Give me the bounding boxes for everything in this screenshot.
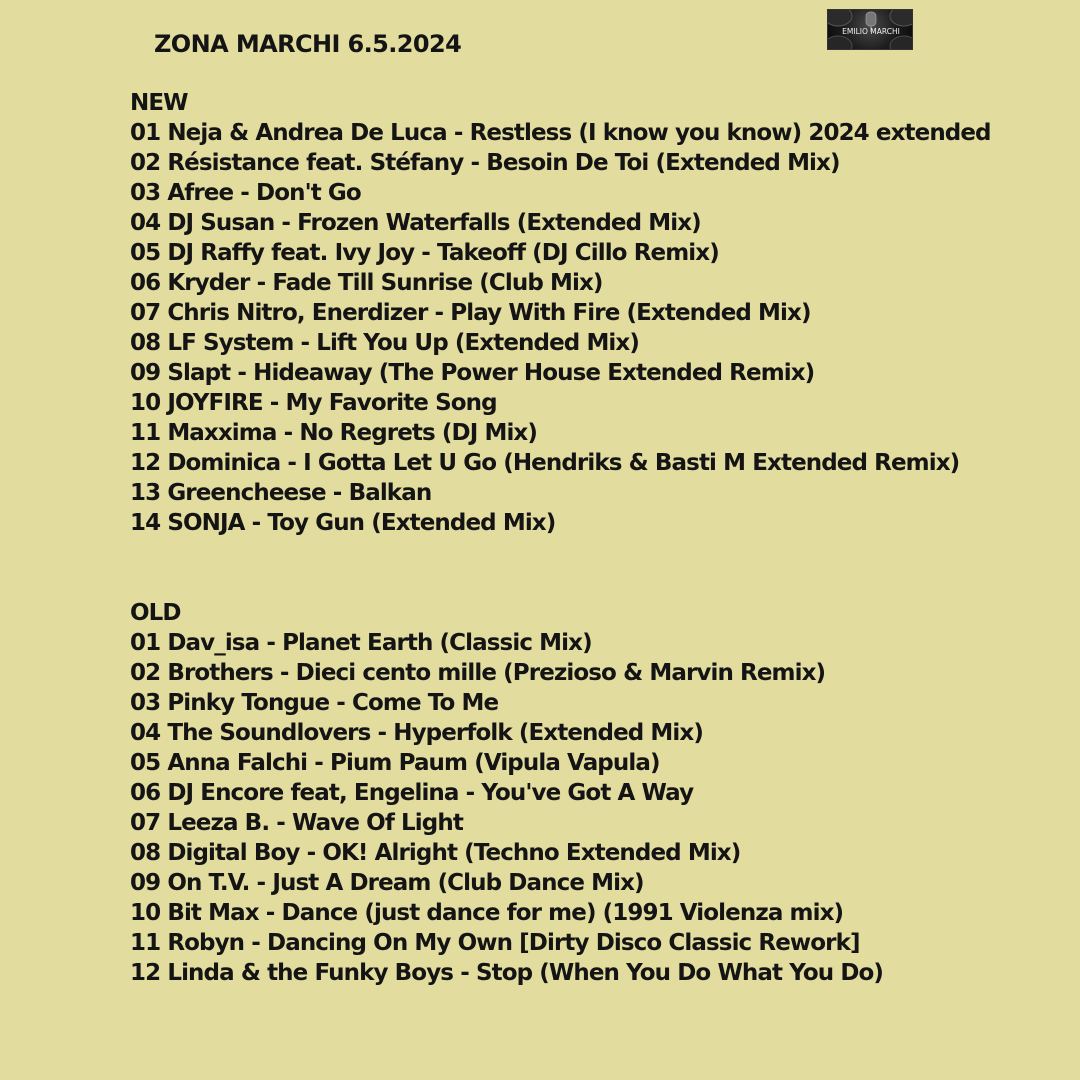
track-item: 01 Neja & Andrea De Luca - Restless (I know you know) 2024 extended [130, 120, 991, 146]
section-heading-new: NEW [130, 90, 188, 116]
track-item: 04 The Soundlovers - Hyperfolk (Extended Mix) [130, 720, 703, 746]
old-tracks-section [130, 598, 1030, 988]
track-item: 05 Anna Falchi - Pium Paum (Vipula Vapula) [130, 750, 660, 776]
section-heading-old: OLD [130, 600, 181, 626]
new-tracks-section [130, 88, 1030, 538]
track-item: 11 Robyn - Dancing On My Own [Dirty Disco Classic Rework] [130, 930, 860, 956]
track-item: 07 Chris Nitro, Enerdizer - Play With Fire (Extended Mix) [130, 300, 811, 326]
track-item: 10 Bit Max - Dance (just dance for me) (1991 Violenza mix) [130, 900, 844, 926]
track-item: 12 Dominica - I Gotta Let U Go (Hendriks & Basti M Extended Remix) [130, 450, 960, 476]
track-item: 12 Linda & the Funky Boys - Stop (When You Do What You Do) [130, 960, 884, 986]
track-item: 13 Greencheese - Balkan [130, 480, 432, 506]
track-item: 11 Maxxima - No Regrets (DJ Mix) [130, 420, 537, 446]
track-item: 10 JOYFIRE - My Favorite Song [130, 390, 497, 416]
track-item: 02 Brothers - Dieci cento mille (Prezioso & Marvin Remix) [130, 660, 826, 686]
track-item: 03 Afree - Don't Go [130, 180, 361, 206]
track-item: 07 Leeza B. - Wave Of Light [130, 810, 463, 836]
track-item: 05 DJ Raffy feat. Ivy Joy - Takeoff (DJ Cillo Remix) [130, 240, 719, 266]
track-item: 06 DJ Encore feat, Engelina - You've Got A Way [130, 780, 694, 806]
emilio-marchi-logo [827, 9, 913, 50]
page-title: ZONA MARCHI 6.5.2024 [154, 30, 462, 58]
track-item: 02 Résistance feat. Stéfany - Besoin De Toi (Extended Mix) [130, 150, 840, 176]
logo-graphic [828, 10, 913, 50]
track-item: 06 Kryder - Fade Till Sunrise (Club Mix) [130, 270, 603, 296]
track-item: 01 Dav_isa - Planet Earth (Classic Mix) [130, 630, 592, 656]
track-item: 08 Digital Boy - OK! Alright (Techno Extended Mix) [130, 840, 741, 866]
track-item: 09 On T.V. - Just A Dream (Club Dance Mix) [130, 870, 644, 896]
track-item: 14 SONJA - Toy Gun (Extended Mix) [130, 510, 556, 536]
track-item: 09 Slapt - Hideaway (The Power House Extended Remix) [130, 360, 815, 386]
logo-text: EMILIO MARCHI [842, 27, 900, 36]
track-item: 08 LF System - Lift You Up (Extended Mix) [130, 330, 639, 356]
track-item: 04 DJ Susan - Frozen Waterfalls (Extended Mix) [130, 210, 701, 236]
track-item: 03 Pinky Tongue - Come To Me [130, 690, 499, 716]
